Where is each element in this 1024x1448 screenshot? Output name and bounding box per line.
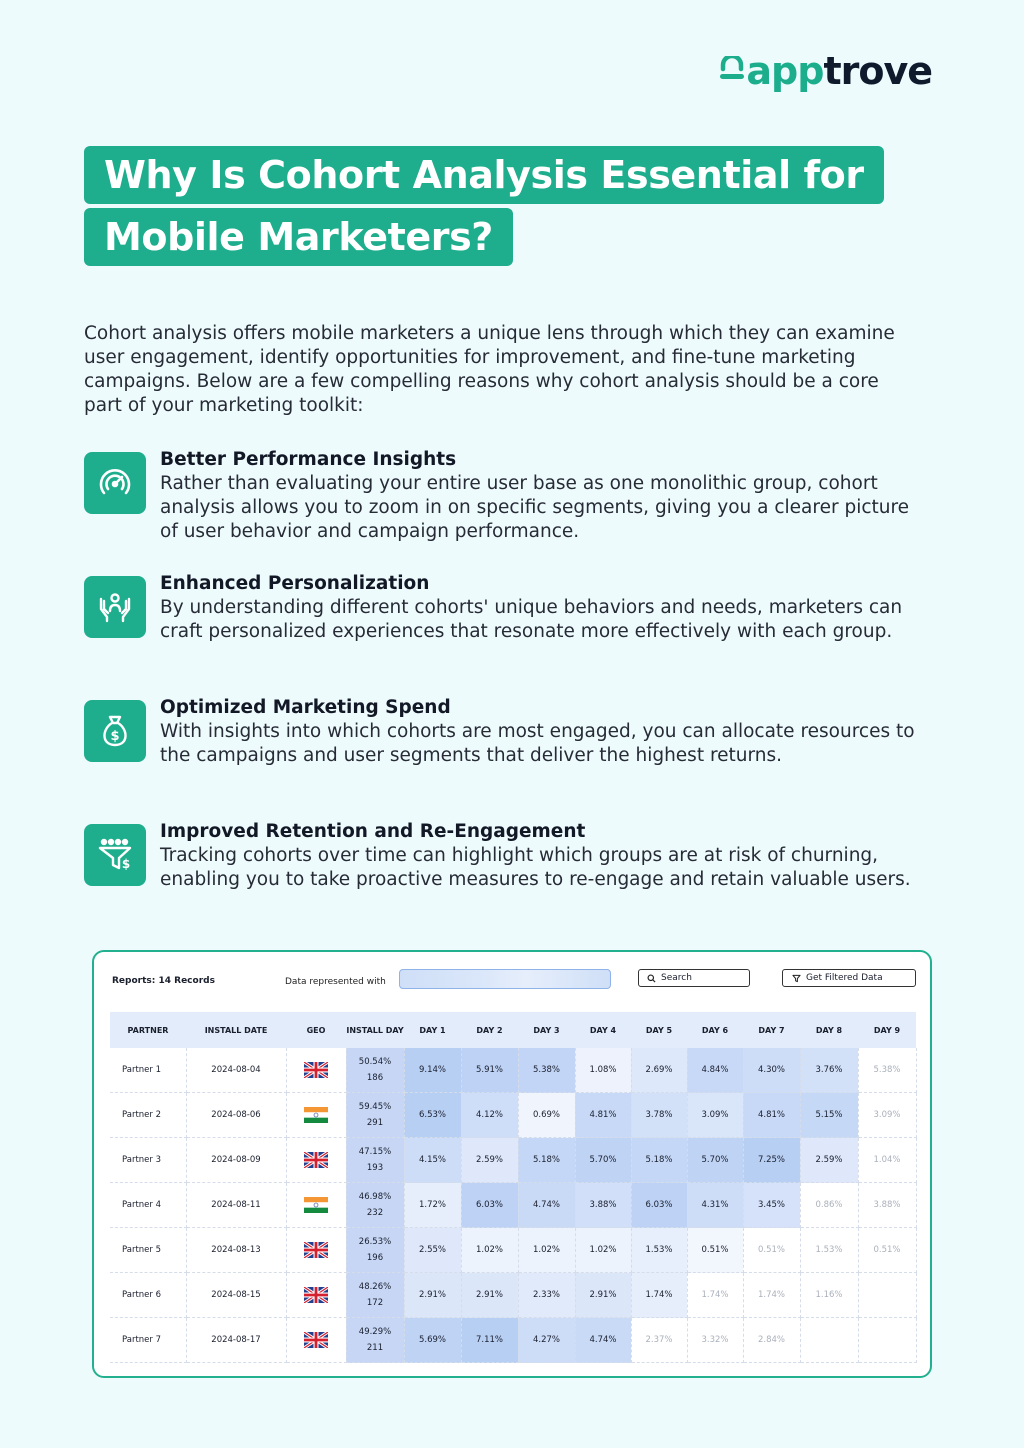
day-cell: 5.91% (461, 1048, 518, 1093)
day-cell: 3.88% (575, 1183, 631, 1228)
day-cell: 1.04% (858, 1138, 916, 1183)
day-cell: 5.38% (858, 1048, 916, 1093)
day-cell: 4.31% (687, 1183, 743, 1228)
install-count: 291 (366, 1118, 384, 1128)
partner-cell: Partner 2 (110, 1093, 186, 1138)
apptrove-logo (720, 49, 932, 93)
day-cell: 6.03% (461, 1183, 518, 1228)
column-header[interactable]: DAY 2 (461, 1012, 518, 1048)
day-cell: 3.32% (687, 1318, 743, 1363)
day-cell: 3.78% (631, 1093, 687, 1138)
column-header[interactable]: INSTALL DATE (186, 1012, 286, 1048)
partner-cell: Partner 1 (110, 1048, 186, 1093)
day-cell: 5.18% (518, 1138, 575, 1183)
day-cell: 0.86% (800, 1183, 858, 1228)
feature-text: By understanding different cohorts' unique behaviors and needs, marketers can craft personalized experiences that resonate more effectively with each group. (160, 597, 903, 642)
column-header[interactable]: DAY 4 (575, 1012, 631, 1048)
geo-cell (286, 1048, 346, 1093)
day-cell: 1.74% (631, 1273, 687, 1318)
table-row[interactable] (110, 1273, 916, 1318)
geo-cell (286, 1273, 346, 1318)
day-cell: 2.69% (631, 1048, 687, 1093)
geo-cell (286, 1138, 346, 1183)
install-count: 172 (366, 1298, 384, 1308)
install-day-cell (346, 1318, 404, 1363)
table-row[interactable] (110, 1093, 916, 1138)
day-cell: 4.12% (461, 1093, 518, 1138)
install-day-cell (346, 1273, 404, 1318)
install-count: 186 (366, 1073, 384, 1083)
feature-text: Tracking cohorts over time can highlight which groups are at risk of churning, enabling you to take proactive measures to re-engage and retain valuable users. (160, 845, 911, 890)
install-day-cell (346, 1048, 404, 1093)
day-cell: 2.84% (743, 1318, 800, 1363)
day-cell: 0.69% (518, 1093, 575, 1138)
geo-cell (286, 1318, 346, 1363)
day-cell: 1.02% (575, 1228, 631, 1273)
day-cell: 2.33% (518, 1273, 575, 1318)
day-cell: 3.09% (858, 1093, 916, 1138)
intro-paragraph: Cohort analysis offers mobile marketers a unique lens through which they can examine user engagement, identify opportunities for improvement, and fine-tune marketing campaigns. Below are a few compelling reasons why cohort analysis should be a core part of your marketing toolkit: (84, 323, 895, 416)
day-cell: 4.30% (743, 1048, 800, 1093)
day-cell: 4.27% (518, 1318, 575, 1363)
install-count: 232 (366, 1208, 384, 1218)
geo-cell (286, 1093, 346, 1138)
day-cell: 7.25% (743, 1138, 800, 1183)
day-cell: 0.51% (743, 1228, 800, 1273)
install-count: 193 (366, 1163, 384, 1173)
day-cell: 5.70% (687, 1138, 743, 1183)
day-cell: 1.74% (687, 1273, 743, 1318)
table-row[interactable] (110, 1228, 916, 1273)
page-title (84, 146, 884, 266)
filter-icon (792, 974, 801, 983)
represented-label: Data represented with (285, 977, 386, 987)
column-header[interactable]: DAY 8 (800, 1012, 858, 1048)
uk-flag-icon (304, 1332, 328, 1348)
column-header[interactable]: GEO (286, 1012, 346, 1048)
day-cell: 3.76% (800, 1048, 858, 1093)
day-cell: 1.02% (518, 1228, 575, 1273)
table-row[interactable] (110, 1183, 916, 1228)
day-cell (800, 1318, 858, 1363)
install-percent: 26.53% (358, 1237, 392, 1247)
day-cell: 6.53% (404, 1093, 461, 1138)
day-cell: 3.45% (743, 1183, 800, 1228)
day-cell: 2.91% (461, 1273, 518, 1318)
feature-text: With insights into which cohorts are most engaged, you can allocate resources to the campaigns and user segments that deliver the highest returns. (160, 721, 915, 766)
install-count: 196 (366, 1253, 384, 1263)
day-cell: 0.51% (858, 1228, 916, 1273)
funnel-dollar-icon (84, 824, 146, 886)
title-line-2: Mobile Marketers? (84, 208, 513, 266)
day-cell: 2.91% (575, 1273, 631, 1318)
install-percent: 50.54% (358, 1057, 392, 1067)
india-flag-icon (304, 1197, 328, 1213)
install-date-cell: 2024-08-09 (186, 1138, 286, 1183)
search-icon (647, 974, 656, 983)
install-day-cell (346, 1228, 404, 1273)
uk-flag-icon (304, 1242, 328, 1258)
day-cell: 5.69% (404, 1318, 461, 1363)
partner-cell: Partner 3 (110, 1138, 186, 1183)
table-row[interactable] (110, 1048, 916, 1093)
column-header[interactable]: DAY 6 (687, 1012, 743, 1048)
feature-title: Better Performance Insights (160, 449, 457, 470)
day-cell: 1.74% (743, 1273, 800, 1318)
dashboard-toolbar (94, 968, 930, 994)
install-date-cell: 2024-08-13 (186, 1228, 286, 1273)
day-cell: 5.15% (800, 1093, 858, 1138)
day-cell: 4.74% (575, 1318, 631, 1363)
geo-cell (286, 1183, 346, 1228)
partner-cell: Partner 5 (110, 1228, 186, 1273)
day-cell: 1.53% (800, 1228, 858, 1273)
column-header[interactable]: DAY 7 (743, 1012, 800, 1048)
day-cell: 1.16% (800, 1273, 858, 1318)
install-date-cell: 2024-08-15 (186, 1273, 286, 1318)
column-header[interactable]: DAY 1 (404, 1012, 461, 1048)
day-cell: 5.70% (575, 1138, 631, 1183)
search-label: Search (661, 973, 692, 983)
partner-cell: Partner 7 (110, 1318, 186, 1363)
day-cell: 2.55% (404, 1228, 461, 1273)
column-header[interactable]: DAY 5 (631, 1012, 687, 1048)
day-cell: 5.18% (631, 1138, 687, 1183)
uk-flag-icon (304, 1062, 328, 1078)
day-cell: 6.03% (631, 1183, 687, 1228)
india-flag-icon (304, 1107, 328, 1123)
install-date-cell: 2024-08-04 (186, 1048, 286, 1093)
install-percent: 48.26% (358, 1282, 392, 1292)
title-line-1: Why Is Cohort Analysis Essential for (84, 146, 884, 204)
day-cell: 4.15% (404, 1138, 461, 1183)
install-percent: 47.15% (358, 1147, 392, 1157)
install-count: 211 (366, 1343, 384, 1353)
day-cell: 5.38% (518, 1048, 575, 1093)
install-percent: 59.45% (358, 1102, 392, 1112)
day-cell: 3.88% (858, 1183, 916, 1228)
day-cell: 2.37% (631, 1318, 687, 1363)
table-row[interactable] (110, 1318, 916, 1363)
cohort-table (110, 1012, 917, 1363)
day-cell: 9.14% (404, 1048, 461, 1093)
filter-label: Get Filtered Data (806, 973, 883, 983)
day-cell: 4.74% (518, 1183, 575, 1228)
day-cell: 4.81% (743, 1093, 800, 1138)
day-cell: 4.84% (687, 1048, 743, 1093)
install-day-cell (346, 1138, 404, 1183)
color-scale-bar[interactable] (399, 969, 611, 989)
logo-text: apptrove (746, 49, 932, 93)
column-header[interactable]: DAY 3 (518, 1012, 575, 1048)
install-date-cell: 2024-08-06 (186, 1093, 286, 1138)
day-cell: 4.81% (575, 1093, 631, 1138)
partner-cell: Partner 6 (110, 1273, 186, 1318)
geo-cell (286, 1228, 346, 1273)
hands-person-icon (84, 576, 146, 638)
uk-flag-icon (304, 1152, 328, 1168)
install-day-cell (346, 1093, 404, 1138)
day-cell: 1.53% (631, 1228, 687, 1273)
svg-text:$: $ (121, 857, 131, 871)
install-date-cell: 2024-08-17 (186, 1318, 286, 1363)
day-cell (858, 1273, 916, 1318)
money-bag-icon (84, 700, 146, 762)
speedometer-icon (84, 452, 146, 514)
day-cell: 2.59% (461, 1138, 518, 1183)
svg-text:$: $ (110, 729, 120, 744)
day-cell: 2.59% (800, 1138, 858, 1183)
partner-cell: Partner 4 (110, 1183, 186, 1228)
day-cell: 1.72% (404, 1183, 461, 1228)
install-date-cell: 2024-08-11 (186, 1183, 286, 1228)
records-count: Reports: 14 Records (112, 976, 215, 986)
day-cell: 2.91% (404, 1273, 461, 1318)
day-cell: 3.09% (687, 1093, 743, 1138)
feature-title: Enhanced Personalization (160, 573, 430, 594)
apptrove-logo-mark-icon (720, 56, 744, 86)
column-header[interactable]: PARTNER (110, 1012, 186, 1048)
feature-text: Rather than evaluating your entire user base as one monolithic group, cohort analysis allows you to zoom in on specific segments, giving you a clearer picture of user behavior and campaign performance. (160, 473, 910, 542)
install-percent: 49.29% (358, 1327, 392, 1337)
uk-flag-icon (304, 1287, 328, 1303)
feature-title: Improved Retention and Re-Engagement (160, 821, 586, 842)
install-percent: 46.98% (358, 1192, 392, 1202)
get-filtered-data-button[interactable] (782, 969, 916, 987)
day-cell (858, 1318, 916, 1363)
table-row[interactable] (110, 1138, 916, 1183)
feature-title: Optimized Marketing Spend (160, 697, 451, 718)
column-header[interactable]: DAY 9 (858, 1012, 916, 1048)
day-cell: 0.51% (687, 1228, 743, 1273)
day-cell: 7.11% (461, 1318, 518, 1363)
search-input[interactable] (638, 969, 750, 987)
table-header-row (110, 1012, 916, 1048)
day-cell: 1.08% (575, 1048, 631, 1093)
column-header[interactable]: INSTALL DAY (346, 1012, 404, 1048)
day-cell: 1.02% (461, 1228, 518, 1273)
install-day-cell (346, 1183, 404, 1228)
cohort-dashboard (92, 950, 932, 1378)
